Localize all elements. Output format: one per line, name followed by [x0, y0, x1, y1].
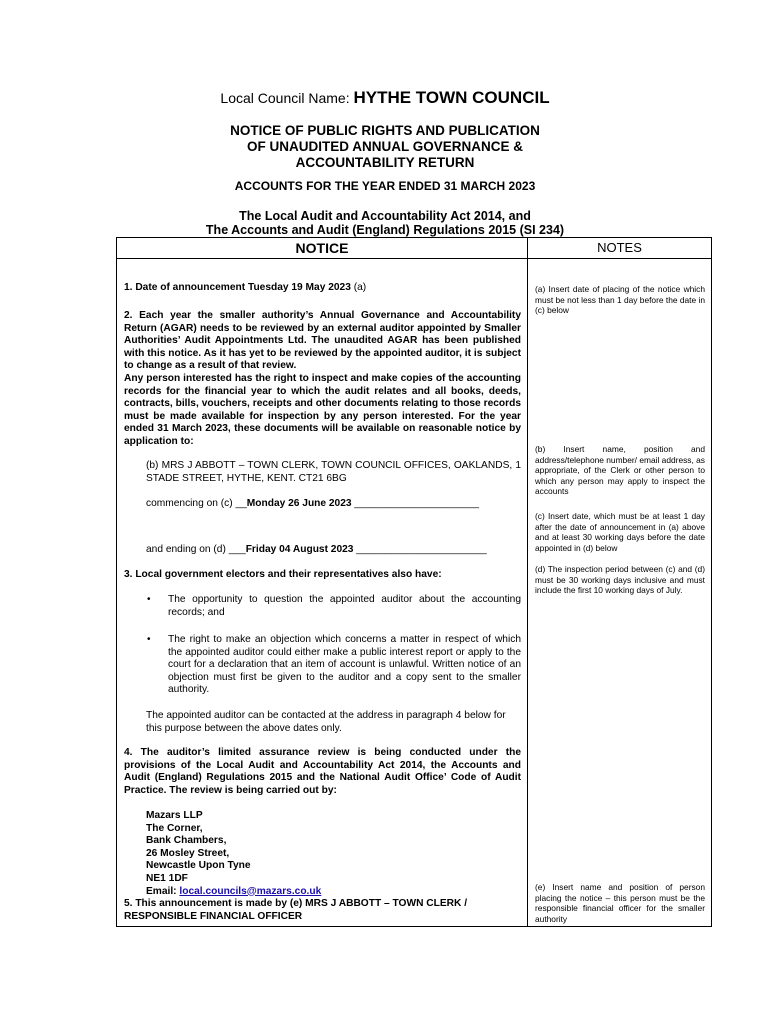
notice-table	[116, 237, 712, 927]
auditor-email-line	[146, 886, 521, 899]
auditor-address-line: Newcastle Upon Tyne	[146, 860, 251, 872]
paragraph-1	[124, 282, 524, 295]
ending-blank: _______________________	[353, 544, 487, 555]
act-line: The Local Audit and Accountability Act 2014, and	[239, 209, 531, 223]
commencing-label: commencing on (c) __	[146, 498, 247, 509]
auditor-email-link[interactable]: local.councils@mazars.co.uk	[179, 885, 322, 897]
p1-label: 1. Date of announcement	[124, 282, 246, 293]
note-a: (a) Insert date of placing of the notice which must be not less than 1 day before the date in (c) below	[535, 284, 705, 316]
paragraph-2-rights: Any person interested has the right to inspect and make copies of the accounting records for the financial year to which the audit relates and all books, deeds, contracts, bills, vouchers, receipts and other documents relating to those records must be made available for inspection by any person interested. For the year ended 31 March 2023, these documents will be available on reasonable notice by application to:	[124, 373, 521, 447]
council-name: HYTHE TOWN COUNCIL	[353, 88, 550, 107]
auditor-email-label: Email:	[146, 885, 177, 897]
legislation-reference	[0, 209, 770, 237]
auditor-contact-note: The appointed auditor can be contacted at the address in paragraph 4 below for this purpose between the above dates only.	[146, 710, 506, 734]
note-e: (e) Insert name and position of person placing the notice – this person must be the responsible financial officer for the smaller authority	[535, 882, 705, 924]
bullet-icon: •	[147, 634, 151, 645]
p1-ref: (a)	[353, 282, 367, 293]
paragraph-2-intro: 2. Each year the smaller authority’s Annual Governance and Accountability Return (AGAR) needs to be reviewed by an external auditor appointed by Smaller Authorities’ Audit Appointments Ltd. The unaudited AGAR has been published with this notice. As it has yet to be reviewed by the appointed auditor, it is subject to change as a result of that review.	[124, 310, 521, 372]
note-b: (b) Insert name, position and address/telephone number/ email address, as appropriate, of the Clerk or other person to which any person may apply to inspect the accounts	[535, 444, 705, 497]
ending-date: Friday 04 August 2023	[245, 544, 354, 555]
auditor-address-line: 26 Mosley Street,	[146, 847, 230, 859]
p1-date: Tuesday 19 May 2023	[247, 282, 351, 293]
column-divider	[527, 238, 528, 926]
ending-label: and ending on (d) ___	[146, 544, 246, 555]
bullet-question-auditor: The opportunity to question the appointed auditor about the accounting records; and	[168, 594, 521, 618]
header-divider	[117, 258, 711, 259]
clerk-contact-address: (b) MRS J ABBOTT – TOWN CLERK, TOWN COUNCIL OFFICES, OAKLANDS, 1 STADE STREET, HYTHE, KENT. CT21 6BG	[146, 460, 521, 484]
act-line: The Accounts and Audit (England) Regulations 2015 (SI 234)	[205, 223, 565, 237]
commencing-line	[146, 498, 521, 511]
auditor-address-line: The Corner,	[146, 822, 203, 834]
commencing-blank: ______________________	[351, 498, 480, 509]
paragraph-4-review: 4. The auditor’s limited assurance review is being conducted under the provisions of the Local Audit and Accountability Act 2014, the Accounts and Audit (England) Regulations 2015 and the National Audit Office’ Code of Audit Practice. The review is being carried out by:	[124, 747, 521, 796]
notice-title	[0, 123, 770, 171]
accounts-year-line: ACCOUNTS FOR THE YEAR ENDED 31 MARCH 2023	[234, 179, 536, 193]
title-line: OF UNAUDITED ANNUAL GOVERNANCE &	[246, 139, 523, 154]
council-label: Local Council Name:	[220, 90, 350, 106]
note-d: (d) The inspection period between (c) and (d) must be 30 working days inclusive and must include the first 10 working days of July.	[535, 564, 705, 596]
bullet-objection-right: The right to make an objection which concerns a matter in respect of which the appointed auditor could either make a public interest report or apply to the court for a declaration that an item of account is unlawful. Written notice of an objection must first be given to the auditor and a copy sent to the smaller authority.	[168, 634, 521, 696]
auditor-address	[146, 810, 521, 898]
council-name-line	[0, 88, 770, 108]
title-line: ACCOUNTABILITY RETURN	[295, 155, 475, 170]
auditor-address-line: NE1 1DF	[146, 872, 188, 884]
notice-column-header: NOTICE	[295, 240, 349, 256]
note-c: (c) Insert date, which must be at least 1 day after the date of announcement in (a) above and at least 30 working days before the date appointed in (d) below	[535, 511, 705, 553]
auditor-address-line: Mazars LLP	[146, 810, 203, 821]
auditor-address-line: Bank Chambers,	[146, 835, 227, 847]
paragraph-3-heading: 3. Local government electors and their representatives also have:	[124, 569, 442, 580]
commencing-date: Monday 26 June 2023	[246, 498, 352, 509]
title-line: NOTICE OF PUBLIC RIGHTS AND PUBLICATION	[230, 123, 540, 138]
paragraph-5-announcement: 5. This announcement is made by (e) MRS J ABBOTT – TOWN CLERK / RESPONSIBLE FINANCIAL OFFICER	[124, 898, 468, 922]
ending-line	[146, 544, 521, 557]
notes-column-header: NOTES	[597, 240, 642, 255]
bullet-icon: •	[147, 594, 151, 605]
